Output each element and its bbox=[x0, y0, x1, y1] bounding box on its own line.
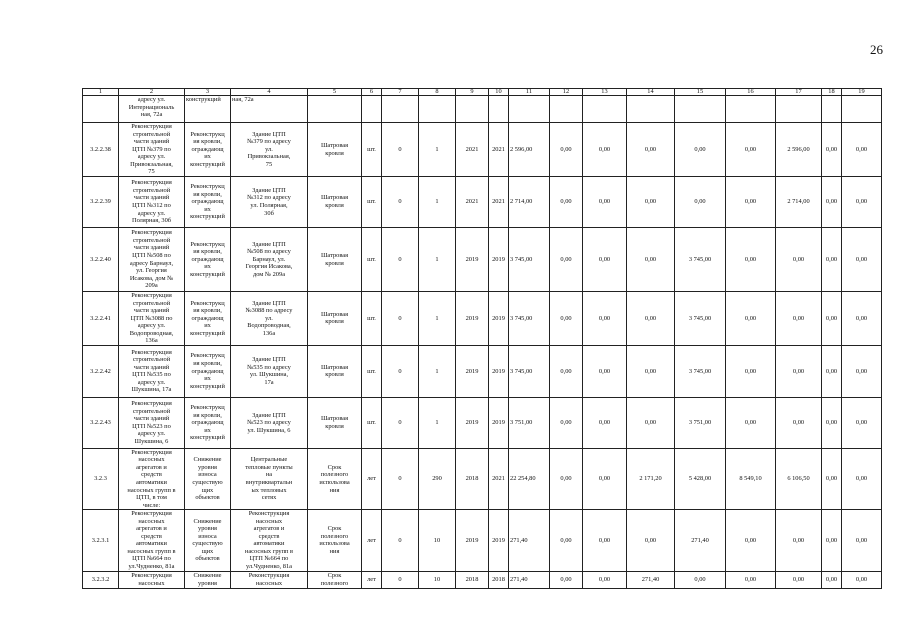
column-number: 17 bbox=[776, 89, 822, 96]
column-number: 11 bbox=[509, 89, 550, 96]
table-cell: Реконструкция строительной части зданий ЦТП №523 по адресу ул. Шукшина, 6 bbox=[119, 397, 185, 448]
table-cell: 1 bbox=[419, 177, 456, 228]
table-cell: лет bbox=[362, 448, 382, 509]
table-cell: 0 bbox=[382, 177, 419, 228]
table-cell: 0,00 bbox=[842, 571, 882, 588]
table-cell: 0 bbox=[382, 448, 419, 509]
table-cell bbox=[842, 96, 882, 123]
table-cell: 3 745,00 bbox=[509, 345, 550, 397]
table-cell: 3.2.3.2 bbox=[83, 571, 119, 588]
column-number: 13 bbox=[583, 89, 627, 96]
table-row bbox=[83, 571, 882, 588]
table-cell bbox=[627, 96, 675, 123]
table-cell: 0,00 bbox=[550, 397, 583, 448]
table-cell: 3 745,00 bbox=[675, 292, 726, 346]
table-cell: Центральные тепловые пункты на внутриквартальн ых тепловых сетях bbox=[231, 448, 308, 509]
table-cell: Здание ЦТП №3088 по адресу ул. Водопроводная, 136а bbox=[231, 292, 308, 346]
column-number: 12 bbox=[550, 89, 583, 96]
table-cell: Реконструкц ия кровли, ограждающ их конструкций bbox=[185, 292, 231, 346]
column-number: 19 bbox=[842, 89, 882, 96]
table-cell: 0 bbox=[382, 228, 419, 292]
table-cell: 2019 bbox=[489, 228, 509, 292]
table-cell: 0,00 bbox=[583, 571, 627, 588]
table-cell: 2019 bbox=[456, 510, 489, 571]
table-cell: 3.2.3.1 bbox=[83, 510, 119, 571]
column-number: 8 bbox=[419, 89, 456, 96]
table-cell: 0 bbox=[382, 123, 419, 177]
table-cell: ная, 72а bbox=[231, 96, 308, 123]
table-cell: 0 bbox=[382, 510, 419, 571]
table-cell bbox=[675, 96, 726, 123]
table-cell: 0,00 bbox=[726, 510, 776, 571]
table-cell: Реконструкц ия кровли, ограждающ их конструкций bbox=[185, 345, 231, 397]
table-cell: 0,00 bbox=[776, 571, 822, 588]
table-cell: 0 bbox=[382, 397, 419, 448]
table-cell: 0,00 bbox=[627, 123, 675, 177]
table-cell bbox=[726, 96, 776, 123]
column-number: 14 bbox=[627, 89, 675, 96]
table-cell: 0,00 bbox=[842, 123, 882, 177]
table-cell: 0,00 bbox=[550, 177, 583, 228]
column-number: 18 bbox=[822, 89, 842, 96]
table-cell: 271,40 bbox=[675, 510, 726, 571]
table-cell: 0,00 bbox=[627, 228, 675, 292]
table-cell: 2 171,20 bbox=[627, 448, 675, 509]
table-cell: 2021 bbox=[489, 123, 509, 177]
table-cell: 3.2.2.42 bbox=[83, 345, 119, 397]
table-row bbox=[83, 345, 882, 397]
table-cell: шт. bbox=[362, 123, 382, 177]
table-cell: 2018 bbox=[456, 448, 489, 509]
table-cell: 0,00 bbox=[550, 448, 583, 509]
column-number: 16 bbox=[726, 89, 776, 96]
table-cell: Реконструкция насосных агрегатов и средств автоматики насосных групп в ЦТП №664 по ул.Чудненко, 81а bbox=[119, 510, 185, 571]
table-cell: 0,00 bbox=[726, 228, 776, 292]
table-cell: 3.2.2.43 bbox=[83, 397, 119, 448]
table-cell: 6 106,50 bbox=[776, 448, 822, 509]
table-cell: 2021 bbox=[456, 177, 489, 228]
table-cell: 2018 bbox=[456, 571, 489, 588]
table-cell: 5 428,00 bbox=[675, 448, 726, 509]
page-number: 26 bbox=[870, 42, 883, 57]
column-number: 5 bbox=[308, 89, 362, 96]
table-row bbox=[83, 228, 882, 292]
table-cell: Реконструкция строительной части зданий ЦТП №535 по адресу ул. Шукшина, 17а bbox=[119, 345, 185, 397]
table-cell: Снижение уровня износа существую щих объектов bbox=[185, 448, 231, 509]
table-cell: 2021 bbox=[456, 123, 489, 177]
column-number: 7 bbox=[382, 89, 419, 96]
table-cell: Шатровая кровля bbox=[308, 292, 362, 346]
table-row bbox=[83, 177, 882, 228]
table-cell: Реконструкция строительной части зданий ЦТП №3088 по адресу ул. Водопроводная, 136а bbox=[119, 292, 185, 346]
table-cell: адресу ул. Интернациональ ная, 72а bbox=[119, 96, 185, 123]
table-cell: Срок полезного использова ния bbox=[308, 510, 362, 571]
table-cell: Срок полезного использова ния bbox=[308, 448, 362, 509]
table-cell: 3 751,00 bbox=[675, 397, 726, 448]
table-cell bbox=[419, 96, 456, 123]
table-cell: 271,40 bbox=[627, 571, 675, 588]
table-cell: 0,00 bbox=[822, 292, 842, 346]
table-cell: 0,00 bbox=[842, 292, 882, 346]
column-number: 9 bbox=[456, 89, 489, 96]
table-cell: 0,00 bbox=[842, 177, 882, 228]
table-row bbox=[83, 96, 882, 123]
table-cell: 0 bbox=[382, 292, 419, 346]
table-cell bbox=[509, 96, 550, 123]
table-cell bbox=[822, 96, 842, 123]
table-cell: 0,00 bbox=[822, 448, 842, 509]
table-cell: 22 254,80 bbox=[509, 448, 550, 509]
table-cell: 0,00 bbox=[822, 397, 842, 448]
table-cell: 0,00 bbox=[583, 177, 627, 228]
column-number: 15 bbox=[675, 89, 726, 96]
table-cell: Здание ЦТП №379 по адресу ул. Привокзальная, 75 bbox=[231, 123, 308, 177]
table-cell: Шатровая кровля bbox=[308, 123, 362, 177]
table-cell: Реконструкция насосных bbox=[231, 571, 308, 588]
table-cell: 1 bbox=[419, 345, 456, 397]
table-cell: 0,00 bbox=[726, 345, 776, 397]
table-cell: 0,00 bbox=[822, 345, 842, 397]
table-cell: 0,00 bbox=[583, 345, 627, 397]
table-cell: 0,00 bbox=[842, 228, 882, 292]
table-cell: Здание ЦТП №523 по адресу ул. Шукшина, 6 bbox=[231, 397, 308, 448]
table-cell: 0,00 bbox=[842, 397, 882, 448]
table-cell: 3.2.2.41 bbox=[83, 292, 119, 346]
table-cell: 0,00 bbox=[822, 571, 842, 588]
table-cell: 2019 bbox=[489, 510, 509, 571]
column-number: 3 bbox=[185, 89, 231, 96]
table-cell: 1 bbox=[419, 292, 456, 346]
table-cell: 2019 bbox=[456, 345, 489, 397]
table-cell: 8 549,10 bbox=[726, 448, 776, 509]
table-cell: 0,00 bbox=[842, 345, 882, 397]
column-number: 1 bbox=[83, 89, 119, 96]
table-cell: 0,00 bbox=[627, 292, 675, 346]
table-cell: 3.2.3 bbox=[83, 448, 119, 509]
table-cell: 0,00 bbox=[675, 571, 726, 588]
table-cell: 0,00 bbox=[550, 571, 583, 588]
table-cell: 2021 bbox=[489, 448, 509, 509]
table-cell: 0,00 bbox=[675, 123, 726, 177]
table-cell bbox=[456, 96, 489, 123]
table-cell: 0,00 bbox=[550, 123, 583, 177]
table-cell: 290 bbox=[419, 448, 456, 509]
table-cell: 2019 bbox=[456, 397, 489, 448]
table-cell: Реконструкция строительной части зданий ЦТП №508 по адресу Барнаул, ул. Георгия Исакова, дом № 209а bbox=[119, 228, 185, 292]
table-body bbox=[83, 96, 882, 589]
table-cell: 0,00 bbox=[550, 228, 583, 292]
table-row bbox=[83, 123, 882, 177]
table-cell: 0,00 bbox=[627, 177, 675, 228]
table-cell: 0,00 bbox=[583, 228, 627, 292]
table-cell: 0,00 bbox=[726, 177, 776, 228]
table-cell: 0,00 bbox=[726, 292, 776, 346]
table-cell: Реконструкц ия кровли, ограждающ их конструкций bbox=[185, 123, 231, 177]
table-row bbox=[83, 510, 882, 571]
table-cell: Шатровая кровля bbox=[308, 397, 362, 448]
table-cell: Реконструкц ия кровли, ограждающ их конструкций bbox=[185, 228, 231, 292]
table-cell: 3.2.2.40 bbox=[83, 228, 119, 292]
table-cell: 0,00 bbox=[675, 177, 726, 228]
table-cell: 2 596,00 bbox=[776, 123, 822, 177]
table-cell: 0,00 bbox=[822, 510, 842, 571]
table-cell bbox=[550, 96, 583, 123]
column-number-row bbox=[83, 89, 882, 96]
table-cell: 2019 bbox=[489, 345, 509, 397]
table-cell: Здание ЦТП №535 по адресу ул. Шукшина, 17а bbox=[231, 345, 308, 397]
table-cell: 0,00 bbox=[627, 510, 675, 571]
table-cell: 1 bbox=[419, 123, 456, 177]
column-number: 4 bbox=[231, 89, 308, 96]
table-cell bbox=[83, 96, 119, 123]
table-cell: 10 bbox=[419, 571, 456, 588]
table-cell bbox=[308, 96, 362, 123]
table-cell: 3 751,00 bbox=[509, 397, 550, 448]
table-cell bbox=[382, 96, 419, 123]
table-cell: 0,00 bbox=[776, 345, 822, 397]
table-cell: 0,00 bbox=[550, 510, 583, 571]
table-cell: 0,00 bbox=[583, 123, 627, 177]
table-cell: 0,00 bbox=[776, 510, 822, 571]
table-cell bbox=[489, 96, 509, 123]
table-cell: 10 bbox=[419, 510, 456, 571]
table-cell: 0,00 bbox=[583, 397, 627, 448]
table-cell: 3 745,00 bbox=[675, 228, 726, 292]
column-number: 10 bbox=[489, 89, 509, 96]
table-cell: 3.2.2.39 bbox=[83, 177, 119, 228]
table-cell: 0,00 bbox=[776, 292, 822, 346]
table-cell: 0,00 bbox=[550, 292, 583, 346]
table-cell: 2018 bbox=[489, 571, 509, 588]
table-cell: шт. bbox=[362, 228, 382, 292]
investment-program-table bbox=[82, 88, 882, 589]
table-cell: 271,40 bbox=[509, 571, 550, 588]
table-cell: Реконструкция строительной части зданий ЦТП №312 по адресу ул. Полярная, 30б bbox=[119, 177, 185, 228]
table-cell: Реконструкция строительной части зданий ЦТП №379 по адресу ул. Привокзальная, 75 bbox=[119, 123, 185, 177]
table-row bbox=[83, 397, 882, 448]
column-number: 6 bbox=[362, 89, 382, 96]
table-cell: шт. bbox=[362, 292, 382, 346]
table-cell: 0,00 bbox=[822, 177, 842, 228]
table-cell: шт. bbox=[362, 177, 382, 228]
table-cell: 2021 bbox=[489, 177, 509, 228]
table-cell: 2019 bbox=[489, 292, 509, 346]
table-cell: Реконструкция насосных агрегатов и средств автоматики насосных групп в ЦТП №664 по ул.Чудненко, 81а bbox=[231, 510, 308, 571]
table-cell: Шатровая кровля bbox=[308, 345, 362, 397]
table-row bbox=[83, 448, 882, 509]
table-cell: 3 745,00 bbox=[675, 345, 726, 397]
table-cell: Срок полезного bbox=[308, 571, 362, 588]
table-cell: шт. bbox=[362, 397, 382, 448]
table-cell bbox=[776, 96, 822, 123]
table-cell: 0,00 bbox=[583, 510, 627, 571]
table-cell: 0,00 bbox=[627, 345, 675, 397]
table-cell: 0,00 bbox=[776, 228, 822, 292]
table-cell: 0,00 bbox=[842, 510, 882, 571]
table-cell bbox=[583, 96, 627, 123]
table-cell: 0,00 bbox=[776, 397, 822, 448]
table-cell: лет bbox=[362, 571, 382, 588]
table-cell: 2019 bbox=[489, 397, 509, 448]
table-cell: конструкций bbox=[185, 96, 231, 123]
table-cell: 271,40 bbox=[509, 510, 550, 571]
table-cell: 2019 bbox=[456, 292, 489, 346]
table-cell: 2 714,00 bbox=[776, 177, 822, 228]
table-cell: 1 bbox=[419, 228, 456, 292]
table-cell: 0,00 bbox=[842, 448, 882, 509]
table-cell: 1 bbox=[419, 397, 456, 448]
table-cell bbox=[362, 96, 382, 123]
table-cell: 0,00 bbox=[583, 448, 627, 509]
column-number: 2 bbox=[119, 89, 185, 96]
table-cell: Здание ЦТП №508 по адресу Барнаул, ул. Георгия Исакова, дом № 209а bbox=[231, 228, 308, 292]
table-cell: 0,00 bbox=[822, 228, 842, 292]
table-cell: 3 745,00 bbox=[509, 292, 550, 346]
table-cell: Реконструкц ия кровли, ограждающ их конструкций bbox=[185, 177, 231, 228]
table-cell: лет bbox=[362, 510, 382, 571]
table-cell: Здание ЦТП №312 по адресу ул. Полярная, 30б bbox=[231, 177, 308, 228]
table-cell: Шатровая кровля bbox=[308, 177, 362, 228]
table-cell: 0,00 bbox=[822, 123, 842, 177]
table-cell: 3.2.2.38 bbox=[83, 123, 119, 177]
table-cell: 0,00 bbox=[583, 292, 627, 346]
table-cell: 0 bbox=[382, 345, 419, 397]
table-cell: шт. bbox=[362, 345, 382, 397]
table-cell: 2 596,00 bbox=[509, 123, 550, 177]
table-cell: 2019 bbox=[456, 228, 489, 292]
table-cell: 0,00 bbox=[627, 397, 675, 448]
table-cell: Реконструкция насосных bbox=[119, 571, 185, 588]
table-cell: 2 714,00 bbox=[509, 177, 550, 228]
table-cell: Снижение уровня bbox=[185, 571, 231, 588]
table-cell: 0,00 bbox=[726, 397, 776, 448]
table-cell: 0,00 bbox=[726, 571, 776, 588]
table-row bbox=[83, 292, 882, 346]
table-cell: 3 745,00 bbox=[509, 228, 550, 292]
table-cell: Шатровая кровля bbox=[308, 228, 362, 292]
table-cell: Реконструкц ия кровли, ограждающ их конструкций bbox=[185, 397, 231, 448]
table-cell: 0 bbox=[382, 571, 419, 588]
table-cell: 0,00 bbox=[726, 123, 776, 177]
table-cell: Реконструкция насосных агрегатов и средств автоматики насосных групп в ЦТП, в том числе: bbox=[119, 448, 185, 509]
table-cell: Снижение уровня износа существую щих объектов bbox=[185, 510, 231, 571]
table-cell: 0,00 bbox=[550, 345, 583, 397]
